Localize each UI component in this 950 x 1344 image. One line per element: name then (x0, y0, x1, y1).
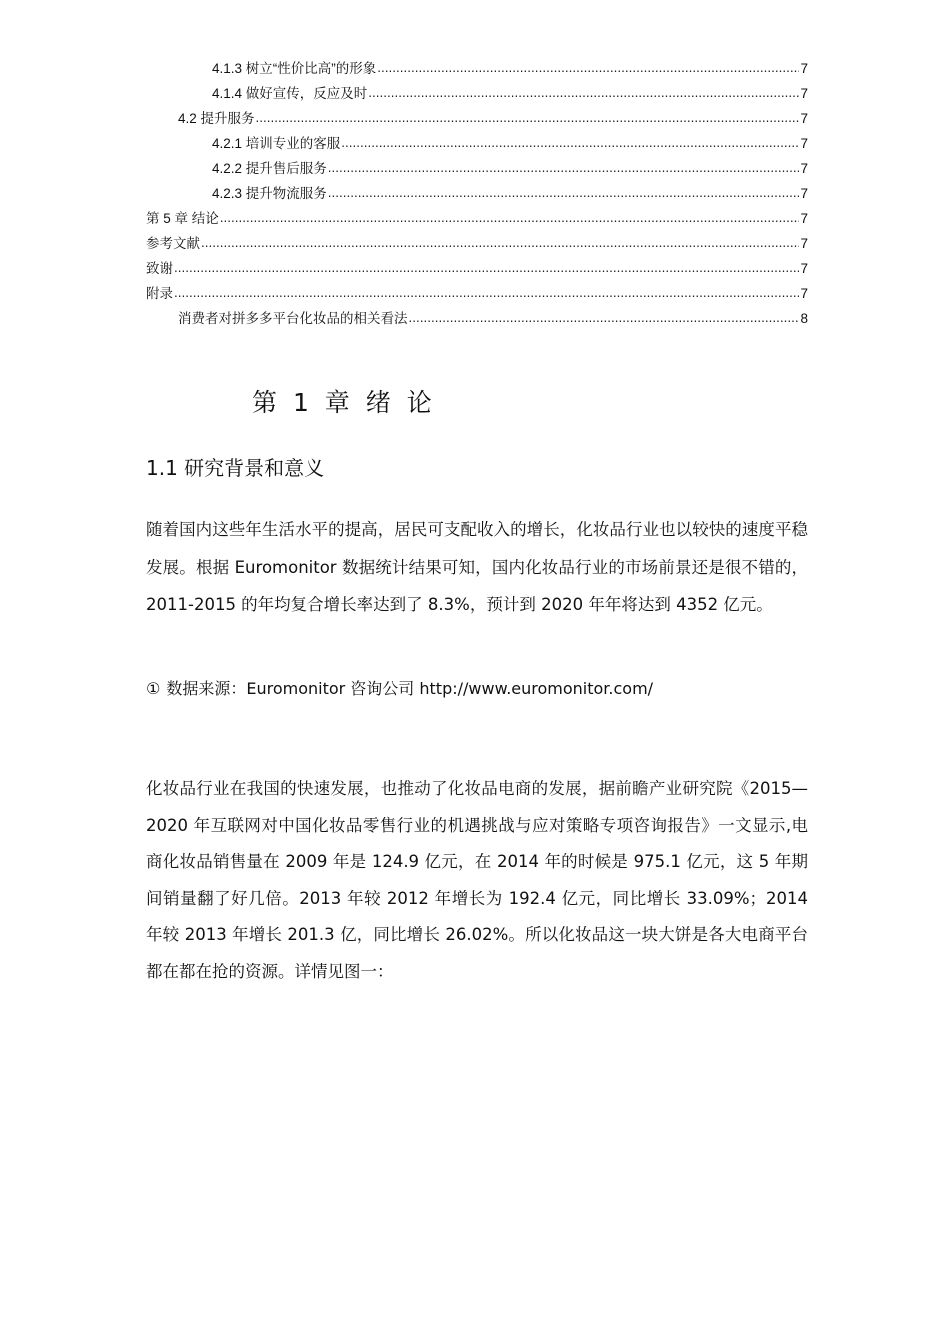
toc-entry[interactable] (146, 231, 808, 256)
toc-entry-label: 4.2.3 提升物流服务 (212, 186, 327, 201)
toc-leader (256, 105, 800, 130)
toc-page-number: 8 (800, 311, 808, 326)
toc-entry[interactable] (146, 181, 808, 206)
toc-entry-label: 4.2.1 培训专业的客服 (212, 136, 341, 151)
toc-entry-label: 致谢 (146, 261, 173, 276)
toc-leader (377, 55, 799, 80)
toc-leader (328, 155, 800, 180)
toc-page-number: 7 (800, 86, 808, 101)
toc-page-number: 7 (800, 61, 808, 76)
toc-entry-label: 4.2.2 提升售后服务 (212, 161, 327, 176)
toc-leader (220, 205, 800, 230)
toc-entry[interactable] (146, 306, 808, 331)
toc-leader (328, 180, 800, 205)
section-title: 1.1 研究背景和意义 (146, 456, 325, 480)
toc-page-number: 7 (800, 236, 808, 251)
chapter-title: 第 1 章 绪 论 (252, 388, 433, 417)
toc-leader (341, 130, 799, 155)
toc-entry[interactable] (146, 206, 808, 231)
toc-page-number: 7 (800, 111, 808, 126)
toc-leader (368, 80, 799, 105)
body-paragraph: 随着国内这些年生活水平的提高，居民可支配收入的增长，化妆品行业也以较快的速度平稳发展。根据 Euromonitor 数据统计结果可知，国内化妆品行业的市场前景还是很不错的，2011-2015 的年均复合增长率达到了 8.3%，预计到 2020 年年将达到 4352 亿元。 (146, 520, 808, 614)
toc-entry-label: 附录 (146, 286, 173, 301)
toc-entry-label: 4.1.4 做好宣传，反应及时 (212, 86, 368, 101)
toc-entry[interactable] (146, 281, 808, 306)
footnote-marker: ① (146, 679, 161, 698)
toc-entry-label: 第 5 章 结论 (146, 211, 219, 226)
toc-entry-label: 消费者对拼多多平台化妆品的相关看法 (178, 311, 408, 326)
toc-entry[interactable] (146, 106, 808, 131)
toc-entry-label: 4.2 提升服务 (178, 111, 255, 126)
toc-page-number: 7 (800, 286, 808, 301)
toc-page-number: 7 (800, 136, 808, 151)
toc-leader (174, 255, 799, 280)
toc-entry[interactable] (146, 156, 808, 181)
table-of-contents (146, 56, 808, 331)
footnote-text: 数据来源：Euromonitor 咨询公司 http://www.euromonitor.com/ (166, 679, 654, 698)
toc-page-number: 7 (800, 161, 808, 176)
toc-leader (174, 280, 799, 305)
toc-entry[interactable] (146, 131, 808, 156)
body-paragraph: 化妆品行业在我国的快速发展，也推动了化妆品电商的发展，据前瞻产业研究院《2015—2020 年互联网对中国化妆品零售行业的机遇挑战与应对策略专项咨询报告》一文显示,电商化妆品销售量在 2009 年是 124.9 亿元，在 2014 年的时候是 975.1 亿元，这 5 年期间销量翻了好几倍。2013 年较 2012 年增长为 192.4 亿元，同比增长 33.09%；2014 年较 2013 年增长 201.3 亿，同比增长 26.02%。所以化妆品这一块大饼是各大电商平台都在都在抢的资源。详情见图一： (146, 779, 808, 981)
toc-entry-label: 参考文献 (146, 236, 200, 251)
footnote (146, 676, 653, 699)
toc-entry[interactable] (146, 56, 808, 81)
toc-entry[interactable] (146, 81, 808, 106)
toc-entry[interactable] (146, 256, 808, 281)
toc-entry-label: 4.1.3 树立“性价比高”的形象 (212, 61, 377, 76)
toc-page-number: 7 (800, 211, 808, 226)
toc-leader (409, 305, 800, 330)
toc-page-number: 7 (800, 261, 808, 276)
toc-page-number: 7 (800, 186, 808, 201)
toc-leader (201, 230, 799, 255)
